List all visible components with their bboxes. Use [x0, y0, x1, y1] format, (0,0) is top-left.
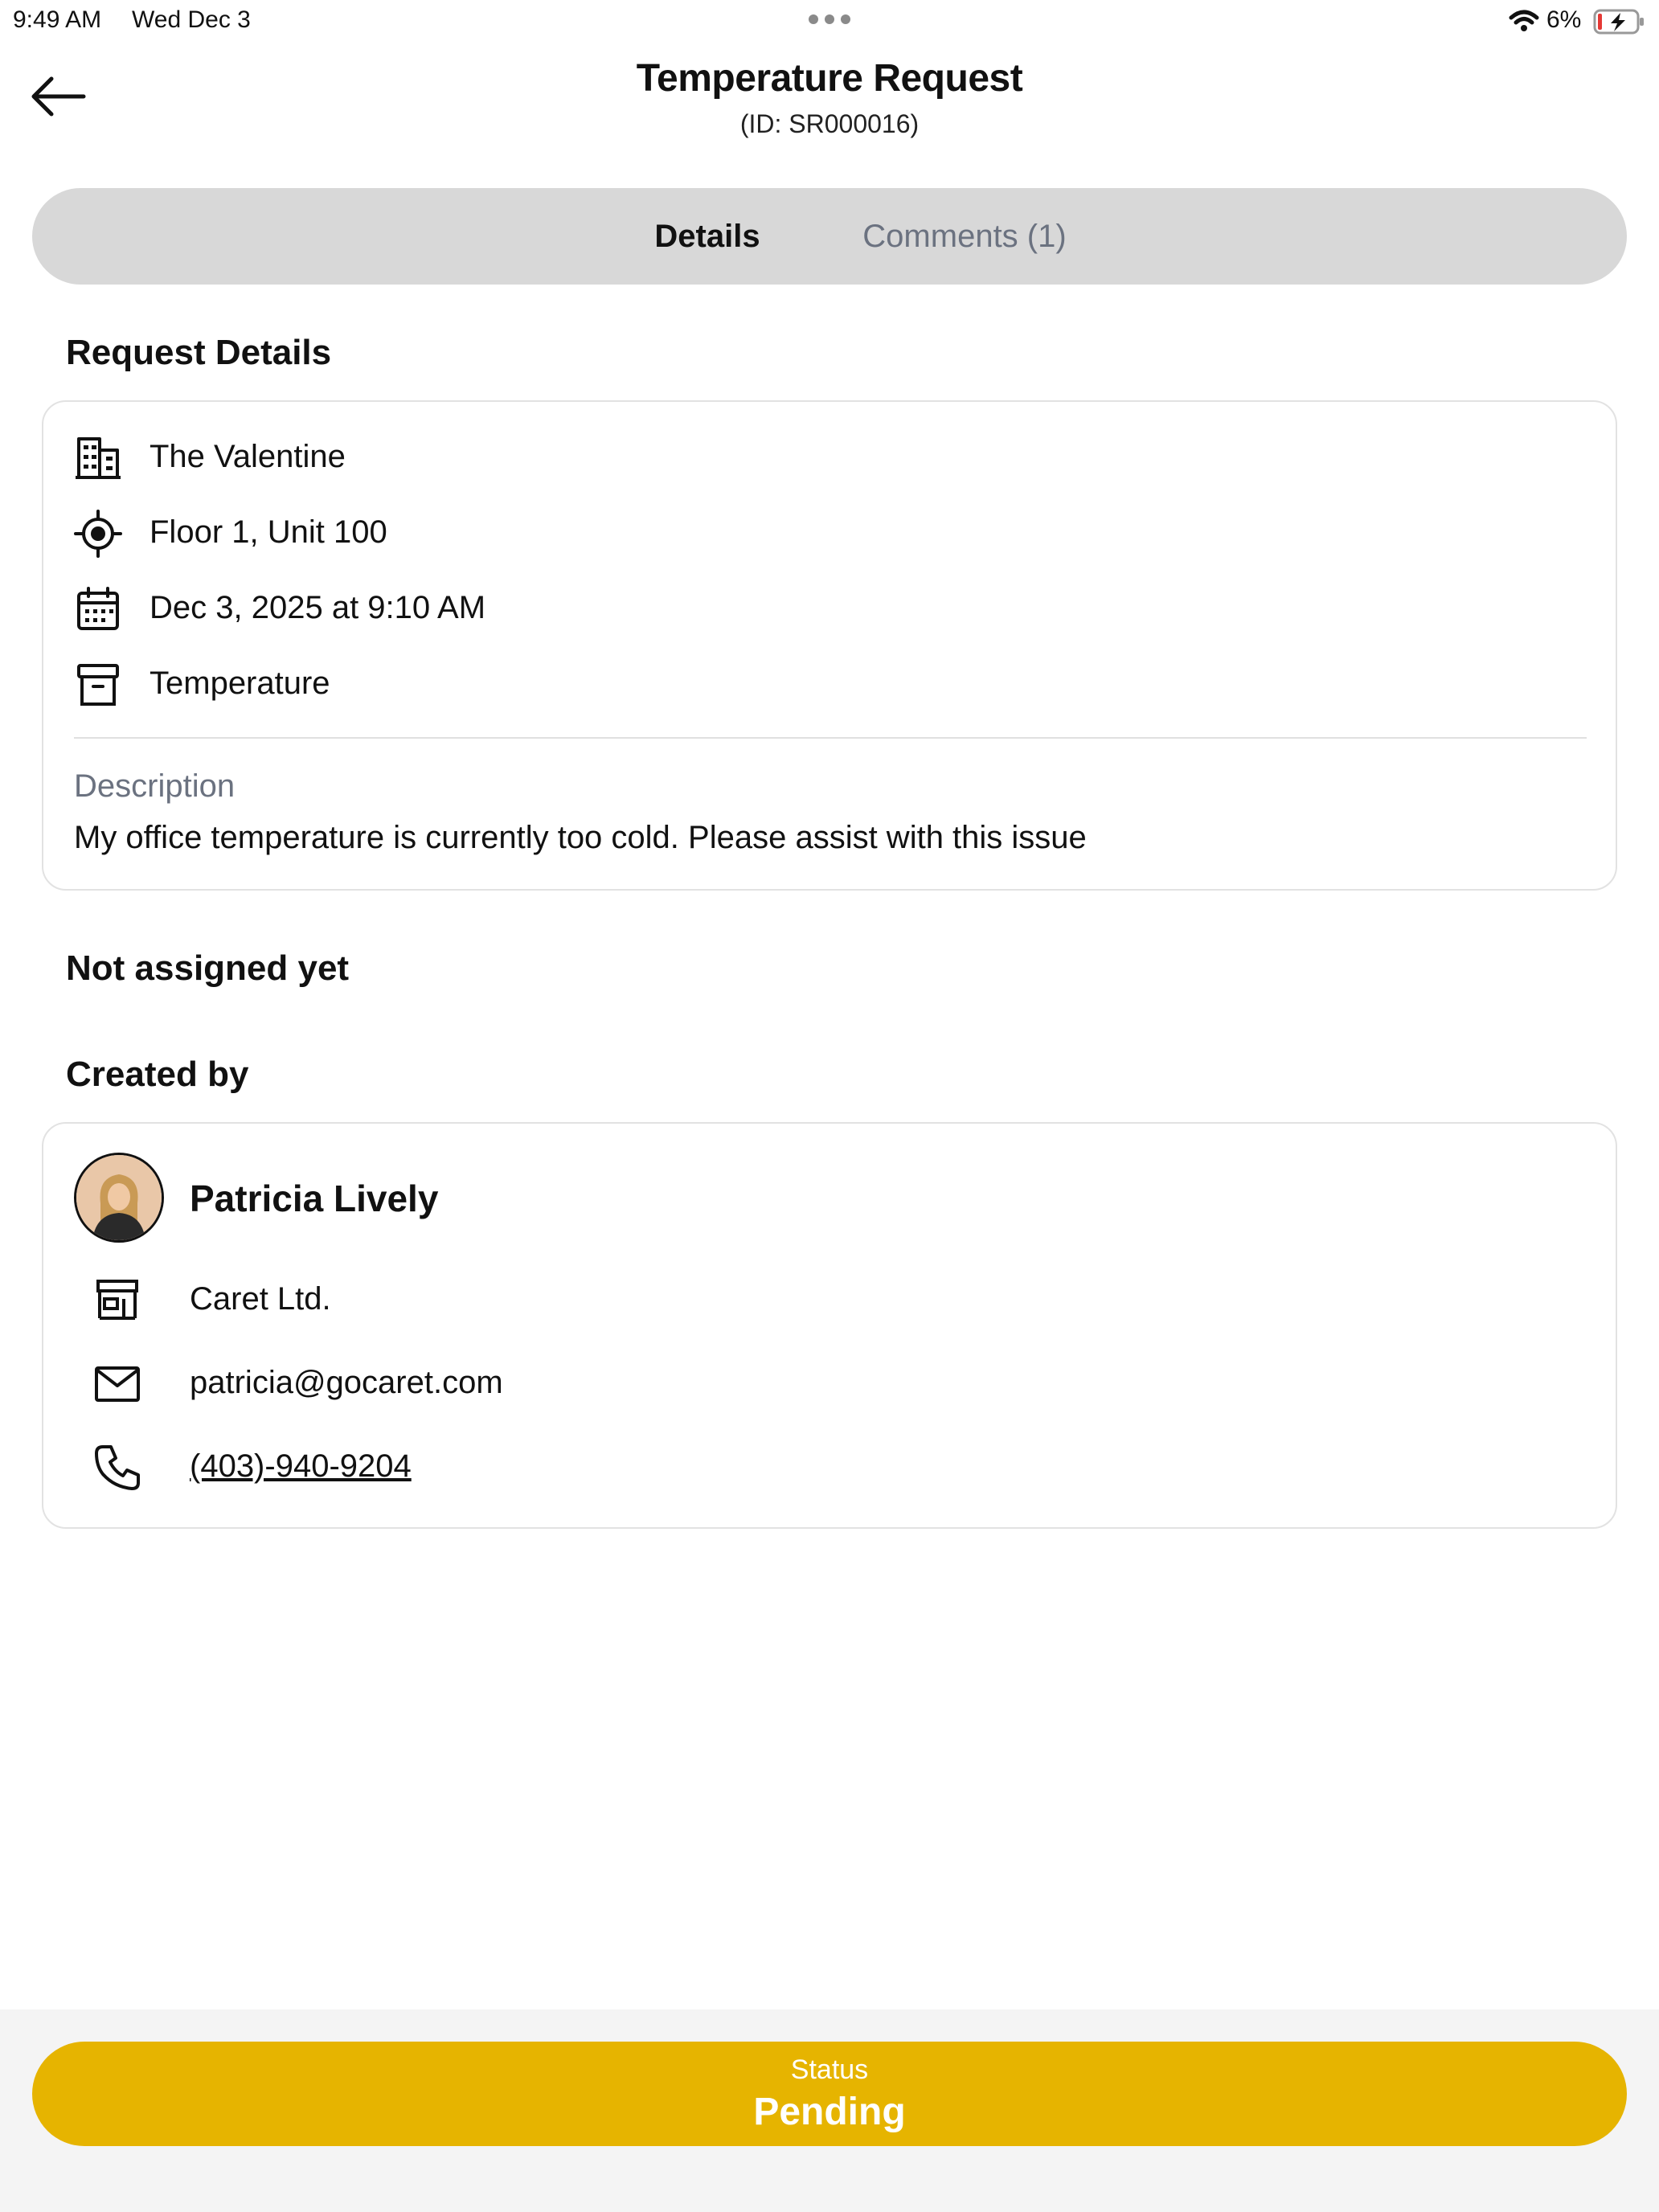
- status-value: Pending: [753, 2091, 906, 2133]
- building-icon: [74, 434, 122, 482]
- page-title: Temperature Request: [636, 57, 1023, 100]
- tab-bar: [32, 188, 1627, 285]
- creator-name: Patricia Lively: [190, 1178, 439, 1219]
- multitasking-dots-icon[interactable]: [807, 11, 852, 27]
- request-datetime: Dec 3, 2025 at 9:10 AM: [150, 590, 486, 625]
- location-target-icon: [74, 510, 122, 558]
- description-text: My office temperature is currently too cold. Please assist with this issue: [74, 820, 1087, 855]
- calendar-icon: [74, 585, 122, 633]
- wifi-icon: [1508, 8, 1540, 34]
- status-label: Status: [790, 2054, 869, 2085]
- request-details-heading: Request Details: [66, 333, 332, 372]
- description-label: Description: [74, 768, 236, 804]
- storefront-icon: [93, 1275, 141, 1323]
- request-id: (ID: SR000016): [739, 109, 920, 138]
- details-divider: [74, 737, 1587, 739]
- status-button[interactable]: [32, 2042, 1627, 2146]
- status-bar-time: 9:49 AM: [13, 6, 102, 33]
- battery-percent: 6%: [1546, 6, 1582, 33]
- tab-details[interactable]: Details: [654, 219, 760, 254]
- status-bar-date: Wed Dec 3: [132, 6, 251, 33]
- building-name: The Valentine: [150, 439, 346, 474]
- creator-phone-link[interactable]: (403)-940-9204: [190, 1448, 412, 1484]
- request-category: Temperature: [150, 666, 330, 701]
- avatar-photo-icon: [76, 1155, 162, 1240]
- assignment-heading: Not assigned yet: [66, 948, 350, 988]
- created-by-heading: Created by: [66, 1055, 249, 1094]
- email-icon: [93, 1360, 141, 1408]
- creator-company: Caret Ltd.: [190, 1281, 331, 1317]
- avatar: [74, 1153, 164, 1243]
- phone-icon: [93, 1444, 141, 1492]
- tab-comments[interactable]: Comments (1): [862, 219, 1067, 254]
- archive-box-icon: [74, 661, 122, 709]
- unit-location: Floor 1, Unit 100: [150, 514, 387, 550]
- battery-charging-icon: [1593, 8, 1646, 35]
- creator-email[interactable]: patricia@gocaret.com: [190, 1365, 503, 1400]
